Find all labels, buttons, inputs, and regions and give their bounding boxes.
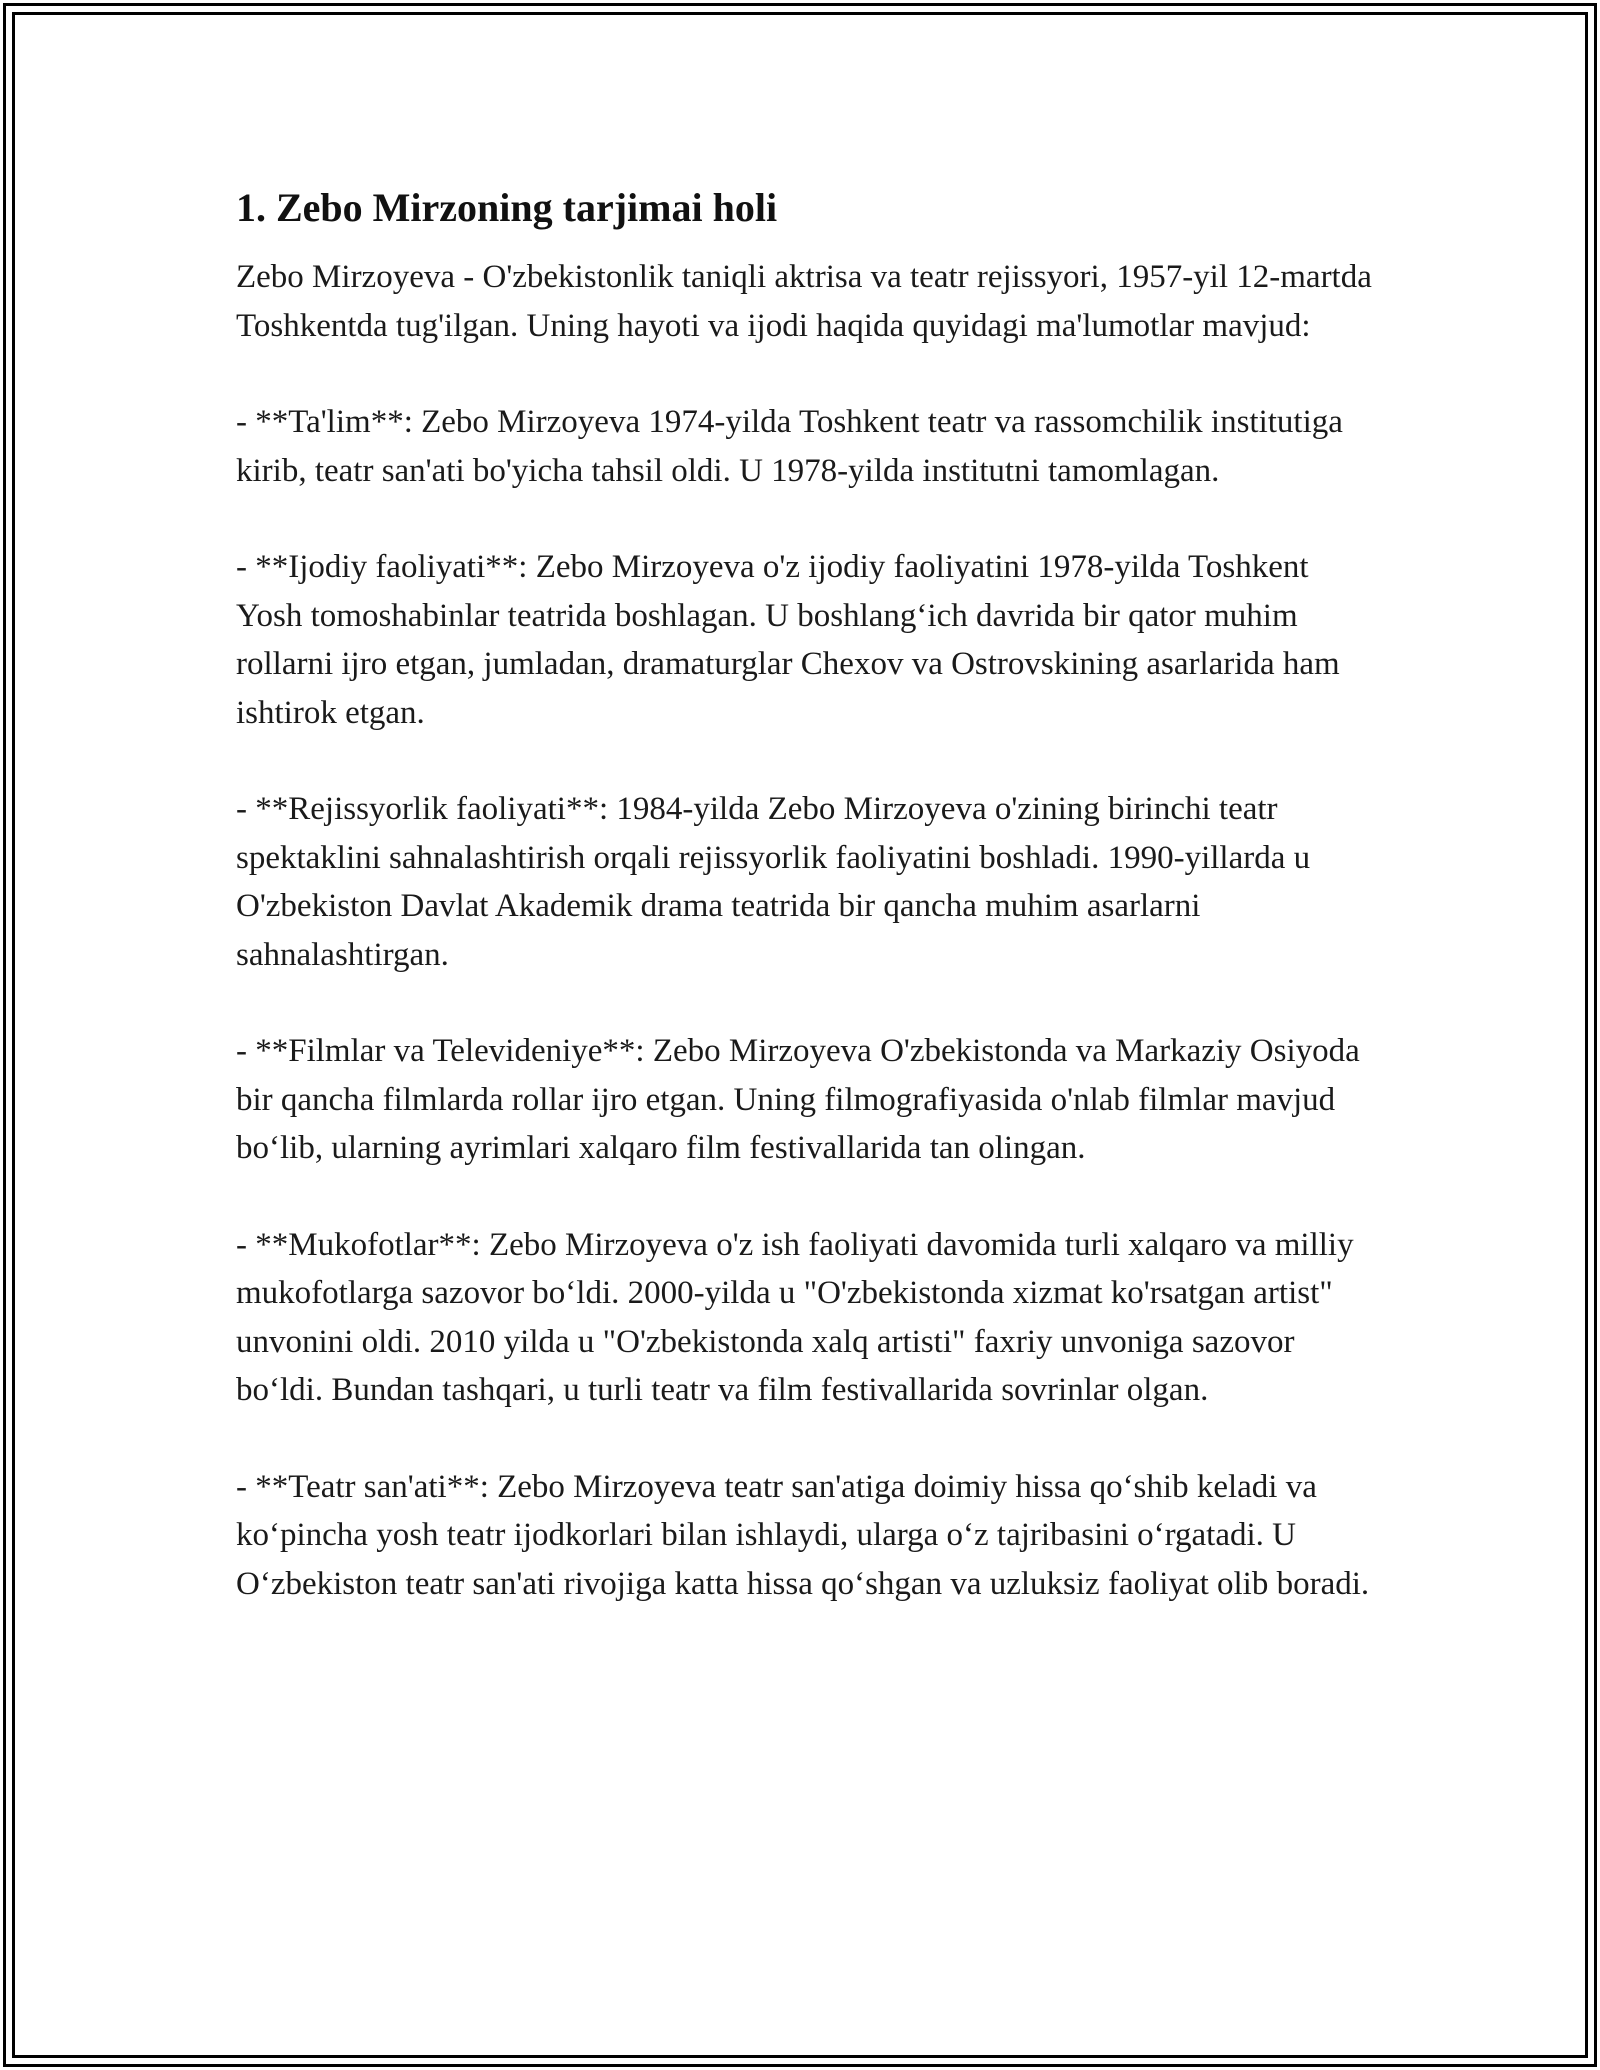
films-television-paragraph: - **Filmlar va Televideniye**: Zebo Mirzoyeva O'zbekistonda va Markaziy Osiyoda bir qancha filmlarda rollar ijro etgan. Uning filmografiyasida o'nlab filmlar mavjud bo‘lib, ularning ayrimlari xalqaro film festivallarida tan olingan.: [236, 1033, 1360, 1166]
theatre-art-paragraph: - **Teatr san'ati**: Zebo Mirzoyeva teatr san'atiga doimiy hissa qo‘shib keladi va ko‘pincha yosh teatr ijodkorlari bilan ishlaydi, ularga o‘z tajribasini o‘rgatadi. U O‘zbekiston teatr san'ati rivojiga katta hissa qo‘shgan va uzluksiz faoliyat olib boradi.: [236, 1468, 1370, 1602]
awards-paragraph: - **Mukofotlar**: Zebo Mirzoyeva o'z ish faoliyati davomida turli xalqaro va milliy mukofotlarga sazovor bo‘ldi. 2000-yilda u "O'zbekistonda xizmat ko'rsatgan artist" unvonini oldi. 2010 yilda u "O'zbekistonda xalq artisti" faxriy unvoniga sazovor bo‘ldi. Bundan tashqari, u turli teatr va film festivallarida sovrinlar olgan.: [236, 1226, 1354, 1408]
directing-paragraph: - **Rejissyorlik faoliyati**: 1984-yilda Zebo Mirzoyeva o'zining birinchi teatr spektaklini sahnalashtirish orqali rejissyorlik faoliyatini boshladi. 1990-yillarda u O'zbekiston Davlat Akademik drama teatrida bir qancha muhim asarlarni sahnalashtirgan.: [236, 791, 1311, 973]
document-body: [236, 183, 1376, 1656]
education-paragraph: - **Ta'lim**: Zebo Mirzoyeva 1974-yilda Toshkent teatr va rassomchilik institutiga kirib, teatr san'ati bo'yicha tahsil oldi. U 1978-yilda institutni tamomlagan.: [236, 404, 1343, 489]
creative-activity-paragraph: - **Ijodiy faoliyati**: Zebo Mirzoyeva o'z ijodiy faoliyatini 1978-yilda Toshkent Yosh tomoshabinlar teatrida boshlagan. U boshlang‘ich davrida bir qator muhim rollarni ijro etgan, jumladan, dramaturglar Chexov va Ostrovskining asarlarida ham ishtirok etgan.: [236, 549, 1340, 731]
section-heading: 1. Zebo Mirzoning tarjimai holi: [236, 185, 778, 230]
intro-paragraph: Zebo Mirzoyeva - O'zbekistonlik taniqli aktrisa va teatr rejissyori, 1957-yil 12-martda Toshkentda tug'ilgan. Uning hayoti va ijodi haqida quyidagi ma'lumotlar mavjud:: [236, 259, 1372, 344]
